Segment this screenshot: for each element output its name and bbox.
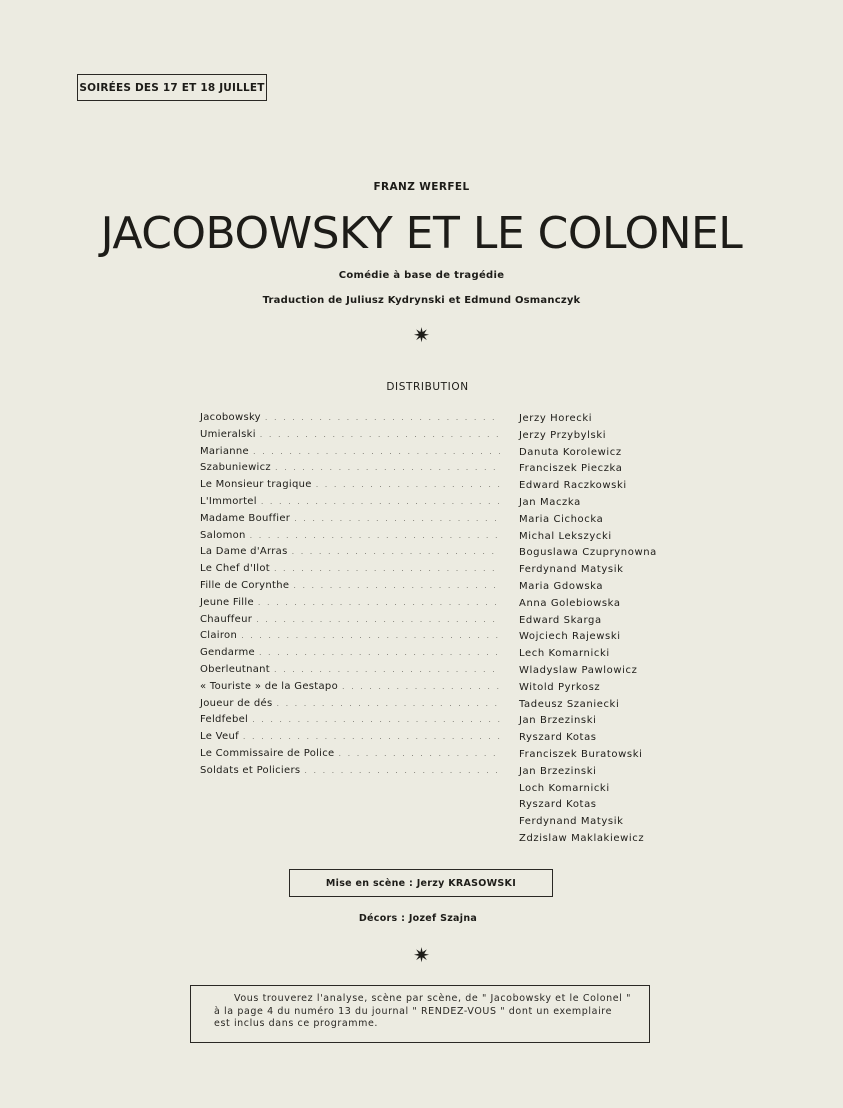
role-row	[200, 664, 500, 681]
role-name: Oberleutnant	[200, 663, 270, 675]
dot-leader	[259, 648, 500, 657]
role-name: Gendarme	[200, 647, 255, 659]
role-row	[200, 765, 500, 782]
role-row	[200, 563, 500, 580]
role-name: L'Immortel	[200, 495, 257, 507]
role-name: Le Chef d'Ilot	[200, 563, 270, 575]
dot-leader	[294, 514, 500, 523]
dot-leader	[256, 615, 500, 624]
role-name: Le Commissaire de Police	[200, 747, 335, 759]
distribution-heading: DISTRIBUTION	[386, 381, 469, 393]
dot-leader	[260, 430, 500, 439]
role-name: Jacobowsky	[200, 412, 261, 423]
role-name: Chauffeur	[200, 613, 253, 625]
actor-name: Wladyslaw Pawlowicz	[519, 664, 638, 676]
star-ornament-icon: ✷	[413, 323, 430, 347]
dot-leader	[304, 766, 500, 775]
role-row	[200, 614, 500, 631]
actor-name: Franciszek Buratowski	[519, 748, 643, 760]
dot-leader	[258, 598, 500, 607]
role-row	[200, 412, 500, 429]
dot-leader	[275, 463, 500, 472]
direction-credit: Mise en scène : Jerzy KRASOWSKI	[325, 878, 517, 889]
role-name: Le Veuf	[200, 731, 239, 743]
play-subtitle: Comédie à base de tragédie	[338, 270, 505, 281]
dot-leader	[252, 715, 500, 724]
dot-leader	[292, 547, 500, 556]
actor-name: Edward Raczkowski	[519, 480, 627, 492]
actor-name: Danuta Korolewicz	[519, 446, 622, 458]
role-name: Jeune Fille	[200, 596, 254, 608]
actor-name: Loch Komarnicki	[519, 782, 610, 794]
actor-name: Jan Maczka	[519, 496, 581, 508]
dates-box	[77, 74, 267, 101]
role-name: Joueur de dés	[200, 697, 273, 709]
actor-name: Ryszard Kotas	[519, 732, 597, 744]
dot-leader	[274, 564, 500, 573]
dot-leader	[241, 631, 500, 640]
actor-name: Jan Brzezinski	[519, 765, 597, 777]
role-name: Madame Bouffier	[200, 512, 291, 524]
actor-name: Ferdynand Matysik	[519, 816, 624, 828]
actor-name: Jan Brzezinski	[519, 715, 597, 727]
actor-name: Wojciech Rajewski	[519, 631, 621, 643]
dot-leader	[243, 732, 500, 741]
play-title: JACOBOWSKY ET LE COLONEL	[100, 208, 743, 259]
actor-list	[519, 413, 679, 850]
role-list	[200, 412, 500, 782]
role-row	[200, 513, 500, 530]
actor-name: Edward Skarga	[519, 614, 602, 626]
actor-name: Maria Cichocka	[519, 513, 604, 525]
decor-credit: Décors : Jozef Szajna	[358, 913, 478, 924]
role-row	[200, 698, 500, 715]
actor-name: Zdzislaw Maklakiewicz	[519, 832, 645, 844]
role-name: Soldats et Policiers	[200, 764, 301, 776]
role-name: Szabuniewicz	[200, 462, 271, 474]
role-row	[200, 580, 500, 597]
dates-label: SOIRÉES DES 17 ET 18 JUILLET	[79, 82, 265, 94]
role-name: Salomon	[200, 529, 246, 541]
role-row	[200, 446, 500, 463]
role-row	[200, 429, 500, 446]
dot-leader	[316, 480, 500, 489]
dot-leader	[265, 413, 500, 422]
dot-leader	[253, 447, 500, 456]
role-row	[200, 647, 500, 664]
actor-name: Boguslawa Czuprynowna	[519, 547, 657, 559]
role-row	[200, 714, 500, 731]
role-name: Le Monsieur tragique	[200, 479, 312, 491]
role-row	[200, 530, 500, 547]
actor-name: Lech Komarnicki	[519, 648, 610, 660]
actor-name: Anna Golebiowska	[519, 597, 621, 609]
actor-name: Maria Gdowska	[519, 580, 604, 592]
role-name: Marianne	[200, 445, 250, 457]
dot-leader	[342, 682, 500, 691]
note-box	[190, 985, 650, 1043]
direction-box	[289, 869, 553, 897]
role-name: « Touriste » de la Gestapo	[200, 680, 338, 692]
actor-name: Ryszard Kotas	[519, 799, 597, 811]
role-row	[200, 496, 500, 513]
role-row	[200, 630, 500, 647]
actor-name: Ferdynand Matysik	[519, 564, 624, 576]
role-row	[200, 681, 500, 698]
dot-leader	[274, 665, 500, 674]
dot-leader	[276, 699, 500, 708]
role-name: La Dame d'Arras	[200, 546, 288, 558]
role-row	[200, 597, 500, 614]
star-ornament-icon: ✷	[413, 943, 430, 967]
actor-name: Jerzy Przybylski	[519, 429, 607, 441]
note-line: à la page 4 du numéro 13 du journal " RENDEZ-VOUS " dont un exemplaire	[214, 1005, 613, 1017]
actor-name: Michal Lekszycki	[519, 530, 612, 542]
role-row	[200, 546, 500, 563]
role-row	[200, 748, 500, 765]
role-row	[200, 462, 500, 479]
role-name: Fille de Corynthe	[200, 579, 290, 591]
actor-name: Franciszek Pieczka	[519, 463, 623, 475]
role-row	[200, 731, 500, 748]
role-name: Feldfebel	[200, 714, 249, 726]
note-line: Vous trouverez l'analyse, scène par scène, de " Jacobowsky et le Colonel "	[234, 993, 632, 1004]
dot-leader	[339, 749, 500, 758]
dot-leader	[293, 581, 500, 590]
note-line: est inclus dans ce programme.	[214, 1018, 379, 1029]
actor-name: Tadeusz Szaniecki	[519, 698, 620, 710]
dot-leader	[261, 497, 500, 506]
actor-name: Jerzy Horecki	[519, 413, 593, 424]
author-name: FRANZ WERFEL	[373, 181, 470, 193]
role-row	[200, 479, 500, 496]
dot-leader	[250, 531, 500, 540]
role-name: Umieralski	[200, 428, 256, 440]
translation-credit: Traduction de Juliusz Kydrynski et Edmund Osmanczyk	[262, 295, 581, 306]
role-name: Clairon	[200, 630, 238, 642]
actor-name: Witold Pyrkosz	[519, 681, 601, 693]
